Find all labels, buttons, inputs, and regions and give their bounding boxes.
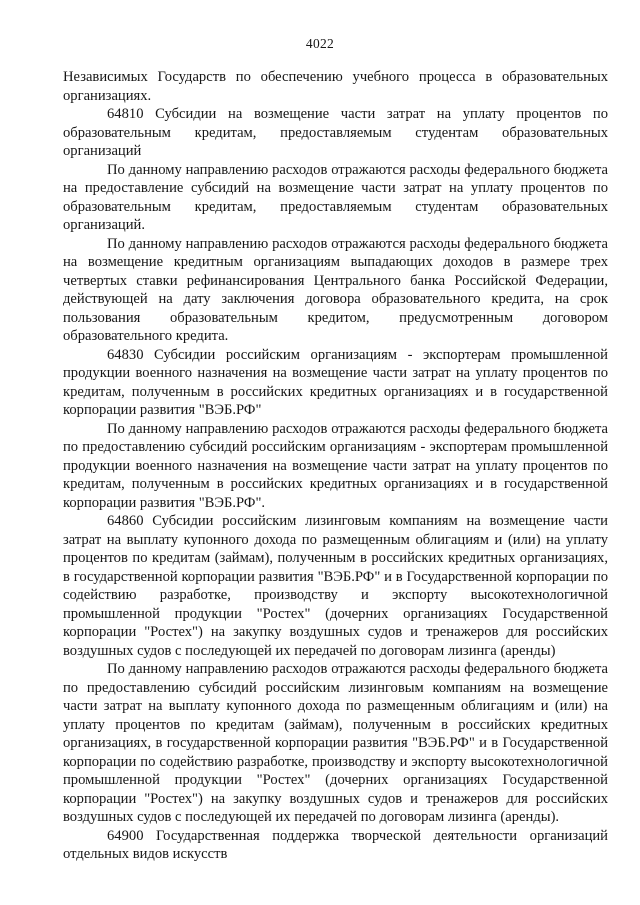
section-heading-64830: 64830 Субсидии российским организациям - экспортерам промышленной продукции военного назначения на возмещение части затрат на уплату процентов по кредитам, полученным в российских кредитных организациях и в государственной корпорации развития "ВЭБ.РФ"	[63, 346, 608, 418]
section-heading-64860: 64860 Субсидии российским лизинговым компаниям на возмещение части затрат на выплату купонного дохода по размещенным облигациям и (или) на уплату процентов по кредитам (займам), полученным в российских кредитных организациях, в государственной корпорации развития "ВЭБ.РФ" и в Государственной корпорации по содействию разработке, производству и экспорту высокотехнологичной промышленной продукции "Ростех" (дочерних организациях Государственной корпорации "Ростех") на закупку воздушных судов и тренажеров для российских воздушных судов с последующей их передачей по договорам лизинга (аренды)	[63, 513, 608, 659]
section-heading-64900: 64900 Государственная поддержка творческой деятельности организаций отдельных видов искусств	[63, 827, 608, 862]
document-body	[63, 68, 608, 864]
paragraph-64860-description: По данному направлению расходов отражаются расходы федерального бюджета по предоставлению субсидий российским лизинговым компаниям на возмещение части затрат на выплату купонного дохода по размещенным облигациям и (или) на уплату процентов по кредитам (займам), полученным в российских кредитных организациях, в государственной корпорации развития "ВЭБ.РФ" и в Государственной корпорации по содействию разработке, производству и экспорту высокотехнологичной промышленной продукции "Ростех" (дочерних организациях Государственной корпорации "Ростех") на закупку воздушных судов и тренажеров для российских воздушных судов с последующей их передачей по договорам лизинга (аренды).	[63, 661, 608, 825]
paragraph-continuation: Независимых Государств по обеспечению учебного процесса в образовательных организациях.	[63, 69, 608, 104]
page-number: 4022	[305, 36, 335, 51]
section-heading-64810: 64810 Субсидии на возмещение части затрат на уплату процентов по образовательным кредитам, предоставляемым студентам образовательных организаций	[63, 106, 608, 159]
paragraph-64830-description: По данному направлению расходов отражаются расходы федерального бюджета по предоставлению субсидий российским организациям - экспортерам промышленной продукции военного назначения на возмещение части затрат на уплату процентов по кредитам, полученным в российских кредитных организациях и в государственной корпорации развития "ВЭБ.РФ".	[63, 420, 608, 511]
paragraph-64810-description-2: По данному направлению расходов отражаются расходы федерального бюджета на возмещение кредитным организациям выпадающих доходов в размере трех четвертых ставки рефинансирования Центрального банка Российской Федерации, действующей на дату заключения договора образовательного кредита, на срок пользования образовательным кредитом, предусмотренным договором образовательного кредита.	[63, 235, 608, 344]
paragraph-64810-description-1: По данному направлению расходов отражаются расходы федерального бюджета на предоставление субсидий на возмещение части затрат на уплату процентов по образовательным кредитам, предоставляемым студентам образовательных организаций.	[63, 161, 608, 233]
